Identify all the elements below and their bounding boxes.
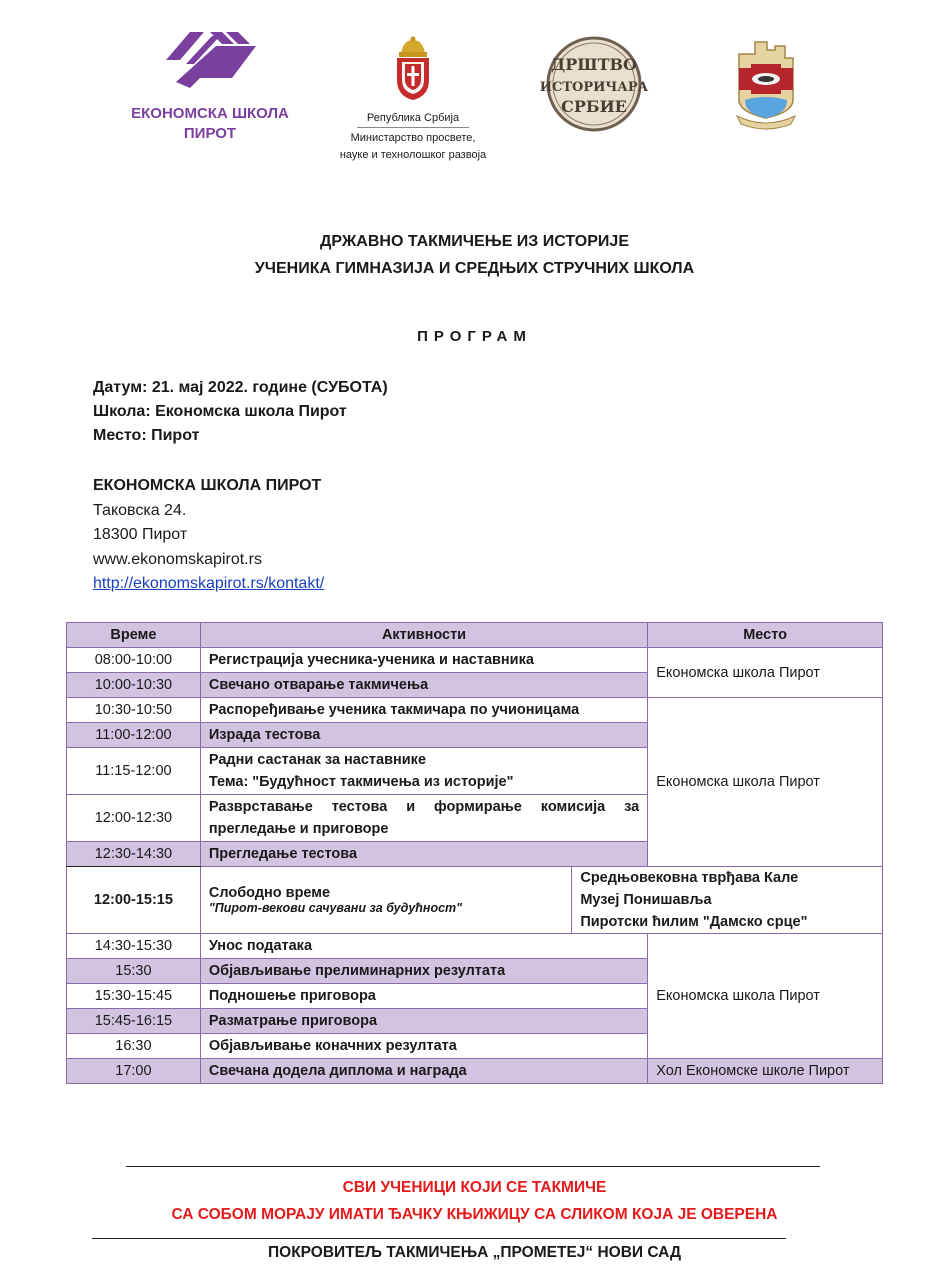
title-line1: ДРЖАВНО ТАКМИЧЕЊЕ ИЗ ИСТОРИЈЕ [319, 233, 629, 250]
row-activity [200, 748, 647, 795]
header-time: Време [67, 623, 201, 648]
row-activity: Разматрање приговора [200, 1009, 647, 1034]
row-places [572, 867, 883, 934]
row-time: 10:00-10:30 [67, 673, 201, 698]
svg-text:ДРШТВО: ДРШТВО [551, 55, 637, 74]
schedule-table [66, 622, 883, 1084]
history-society-seal-icon [539, 36, 649, 132]
row-activity: Разврставање тестова и формирање комисија за прегледање и приговоре [200, 795, 647, 842]
ministry-country: Република Србија [357, 112, 469, 128]
row-activity: Израда тестова [200, 723, 647, 748]
row-time: 15:30 [67, 959, 201, 984]
row-activity: Свечана додела диплома и награда [200, 1059, 647, 1084]
row-activity: Објављивање коначних резултата [200, 1034, 647, 1059]
row-place: Економска школа Пирот [648, 934, 883, 1059]
program-heading: ПРОГРАМ [417, 328, 532, 345]
ministry-logo [318, 36, 508, 162]
row-activity: Свечано отварање такмичења [200, 673, 647, 698]
event-info [93, 376, 388, 448]
divider-line [126, 1166, 820, 1167]
row-time: 17:00 [67, 1059, 201, 1084]
row-activity: Подношење приговора [200, 984, 647, 1009]
svg-text:СРБИЕ: СРБИЕ [561, 97, 627, 116]
contact-website: www.ekonomskapirot.rs [93, 550, 262, 568]
notice-line1: СВИ УЧЕНИЦИ КОЈИ СЕ ТАКМИЧЕ [342, 1179, 607, 1196]
economics-school-logo [120, 30, 300, 144]
contact-city: 18300 Пирот [93, 526, 188, 543]
contact-link[interactable]: http://ekonomskapirot.rs/kontakt/ [93, 575, 325, 592]
table-row [67, 1059, 883, 1084]
pirot-city-emblem [733, 38, 799, 133]
logo-strip [0, 0, 949, 170]
activity-line1: Радни састанак за наставнике [208, 752, 427, 768]
row-time: 12:30-14:30 [67, 842, 201, 867]
ministry-name-line1: Министарство просвете, [350, 132, 476, 144]
row-time: 11:15-12:00 [67, 748, 201, 795]
row-time: 11:00-12:00 [67, 723, 201, 748]
serbian-coat-of-arms-icon [393, 36, 433, 102]
row-activity [200, 867, 572, 934]
title-line2: УЧЕНИКА ГИМНАЗИЈА И СРЕДЊИХ СТРУЧНИХ ШКОЛА [254, 260, 695, 277]
row-time: 12:00-12:30 [67, 795, 201, 842]
row-time: 15:30-15:45 [67, 984, 201, 1009]
place-item: Музеј Понишавља [580, 892, 712, 908]
row-activity: Распоређивање ученика такмичара по учионицама [200, 698, 647, 723]
table-row [67, 934, 883, 959]
row-place: Хол Економске школе Пирот [648, 1059, 883, 1084]
header-activities: Активности [200, 623, 647, 648]
row-time: 16:30 [67, 1034, 201, 1059]
pirot-coat-of-arms-icon [733, 38, 799, 128]
place-item: Пиротски ћилим "Дамско срце" [580, 914, 808, 930]
row-activity: Објављивање прелиминарних резултата [200, 959, 647, 984]
school-name-line1: ЕКОНОМСКА ШКОЛА [131, 105, 289, 122]
row-place: Економска школа Пирот [648, 698, 883, 867]
row-time: 12:00-15:15 [67, 867, 201, 934]
event-school: Школа: Економска школа Пирот [93, 403, 347, 420]
row-activity: Прегледање тестова [200, 842, 647, 867]
row-activity: Регистрација учесника-ученика и наставника [200, 648, 647, 673]
activity-line1: Слободно време [208, 885, 331, 901]
event-place: Место: Пирот [93, 427, 200, 444]
notice-line2: СА СОБОМ МОРАЈУ ИМАТИ ЂАЧКУ КЊИЖИЦУ СА СЛИКОМ КОЈА ЈЕ ОВЕРЕНА [171, 1206, 778, 1223]
table-row [67, 648, 883, 673]
table-row [67, 698, 883, 723]
row-time: 14:30-15:30 [67, 934, 201, 959]
row-activity: Унос података [200, 934, 647, 959]
document-title [0, 228, 949, 282]
row-time: 08:00-10:00 [67, 648, 201, 673]
school-chevron-icon [160, 30, 260, 96]
school-name-line2: ПИРОТ [183, 125, 237, 142]
sponsor-line: ПОКРОВИТЕЉ ТАКМИЧЕЊА „ПРОМЕТЕЈ“ НОВИ САД [268, 1244, 681, 1261]
contact-street: Таковска 24. [93, 501, 187, 519]
activity-line2: "Пирот-векови сачувани за будућност" [208, 901, 463, 915]
event-date: Датум: 21. мај 2022. године (СУБОТА) [93, 379, 388, 396]
divider-line [92, 1238, 786, 1239]
id-requirement-notice [0, 1174, 949, 1228]
header-place: Место [648, 623, 883, 648]
row-time: 10:30-10:50 [67, 698, 201, 723]
contact-block [93, 474, 324, 597]
activity-line2: Тема: "Будућност такмичења из историје" [208, 774, 514, 790]
ministry-name-line2: науке и технолошког развоја [339, 149, 487, 161]
svg-text:ИСТОРИЧАРА: ИСТОРИЧАРА [539, 80, 649, 95]
table-row-free-time [67, 867, 883, 934]
contact-heading: ЕКОНОМСКА ШКОЛА ПИРОТ [93, 477, 322, 494]
place-item: Средњовековна тврђава Кале [580, 870, 799, 886]
row-place: Економска школа Пирот [648, 648, 883, 698]
row-time: 15:45-16:15 [67, 1009, 201, 1034]
history-society-emblem [539, 36, 649, 137]
table-header-row [67, 623, 883, 648]
